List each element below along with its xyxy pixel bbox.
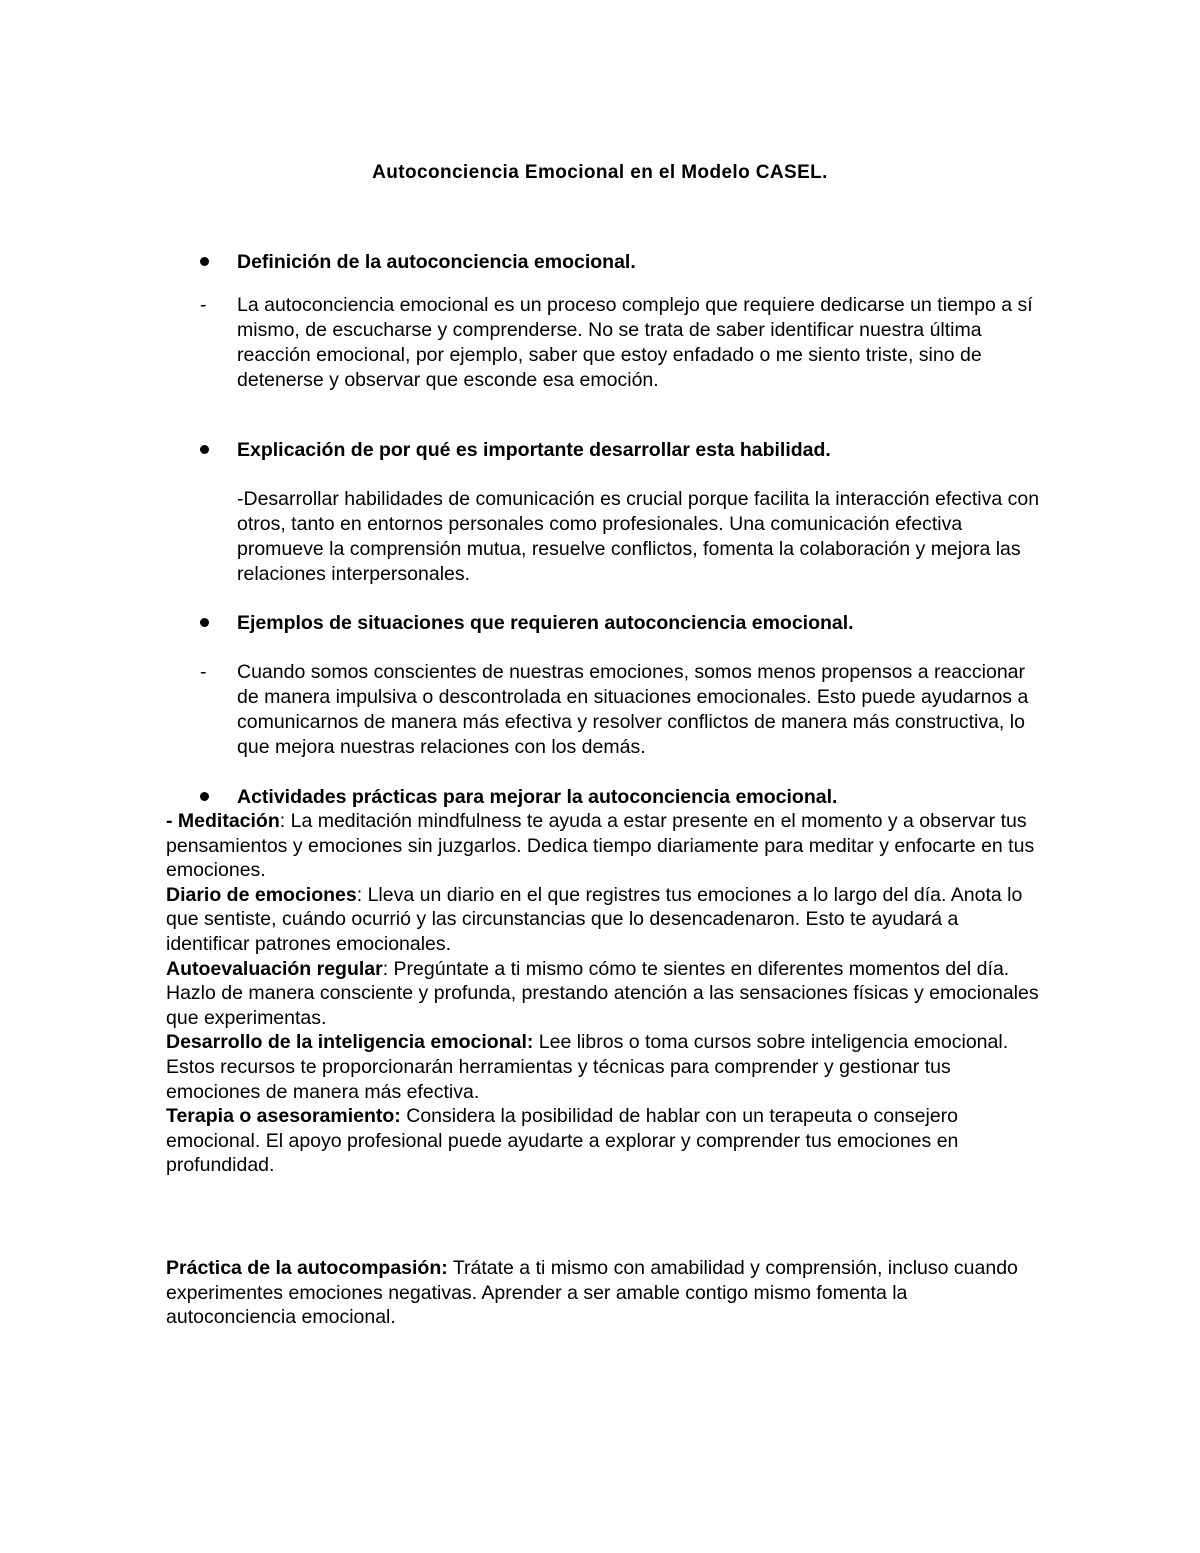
activity-item <box>166 883 1041 957</box>
activity-item <box>166 957 1041 1031</box>
section-heading-text: Explicación de por qué es importante desarrollar esta habilidad. <box>237 439 831 461</box>
activity-label: - Meditación <box>166 810 280 832</box>
final-activity <box>166 1256 1041 1330</box>
bullet-icon <box>200 792 209 801</box>
section-heading-text: Definición de la autoconciencia emocional. <box>237 251 636 273</box>
section-heading-text: Actividades prácticas para mejorar la autoconciencia emocional. <box>237 786 838 808</box>
activities-list <box>166 809 1041 1178</box>
bullet-icon <box>200 618 209 627</box>
activity-text: Trátate a ti mismo con amabilidad y comprensión, incluso cuando experimentes emociones negativas. Aprender a ser amable contigo mismo fomenta la autoconciencia emocional. <box>166 1257 1018 1329</box>
section-body-definition: La autoconciencia emocional es un proceso complejo que requiere dedicarse un tiempo a sí mismo, de escucharse y comprenderse. No se trata de saber identificar nuestra última reacción emocional, por ejemplo, saber que estoy enfadado o me siento triste, sino de detenerse y observar que esconde esa emoción. <box>237 294 1033 391</box>
dash-marker: - <box>200 294 207 316</box>
activity-item <box>166 809 1041 883</box>
activity-item <box>166 1256 1041 1330</box>
activity-text: : Pregúntate a ti mismo cómo te sientes en diferentes momentos del día. Hazlo de manera consciente y profunda, prestando atención a las sensaciones físicas y emocionales que experimentas. <box>166 957 1039 1029</box>
activity-label: Terapia o asesoramiento: <box>166 1105 401 1128</box>
bullet-icon <box>200 257 209 266</box>
activity-label: Autoevaluación regular <box>166 957 383 980</box>
activity-text: : Lleva un diario en el que registres tus emociones a lo largo del día. Anota lo que sentiste, cuándo ocurrió y las circunstancias que lo desencadenaron. Esto te ayudará a identificar patrones emocionales. <box>166 883 1023 955</box>
activity-text: Lee libros o toma cursos sobre inteligencia emocional. Estos recursos te proporcionarán herramientas y técnicas para comprender y gestionar tus emociones de manera más efectiva. <box>166 1031 1009 1103</box>
section-heading-text: Ejemplos de situaciones que requieren autoconciencia emocional. <box>237 612 854 634</box>
activity-item <box>166 1030 1041 1104</box>
section-body-examples: Cuando somos conscientes de nuestras emociones, somos menos propensos a reaccionar de manera impulsiva o descontrolada en situaciones emocionales. Esto puede ayudarnos a comunicarnos de manera más efectiva y resolver conflictos de manera más constructiva, lo que mejora nuestras relaciones con los demás. <box>237 661 1029 758</box>
activity-label: Práctica de la autocompasión: <box>166 1257 448 1279</box>
activity-label: Diario de emociones <box>166 883 357 906</box>
activity-text: : La meditación mindfulness te ayuda a estar presente en el momento y a observar tus pensamientos y emociones sin juzgarlos. Dedica tiempo diariamente para meditar y enfocarte en tus emociones. <box>166 810 1035 882</box>
document-title: Autoconciencia Emocional en el Modelo CASEL. <box>372 162 828 183</box>
dash-marker: - <box>200 661 207 683</box>
bullet-icon <box>200 445 209 454</box>
activity-item <box>166 1104 1041 1178</box>
activity-text: Considera la posibilidad de hablar con un terapeuta o consejero emocional. El apoyo profesional puede ayudarte a explorar y comprender tus emociones en profundidad. <box>166 1105 959 1177</box>
activity-label: Desarrollo de la inteligencia emocional: <box>166 1031 534 1054</box>
section-body-importance: -Desarrollar habilidades de comunicación es crucial porque facilita la interacción efectiva con otros, tanto en entornos personales como profesionales. Una comunicación efectiva promueve la comprensión mutua, resuelve conflictos, fomenta la colaboración y mejora las relaciones interpersonales. <box>237 488 1040 585</box>
